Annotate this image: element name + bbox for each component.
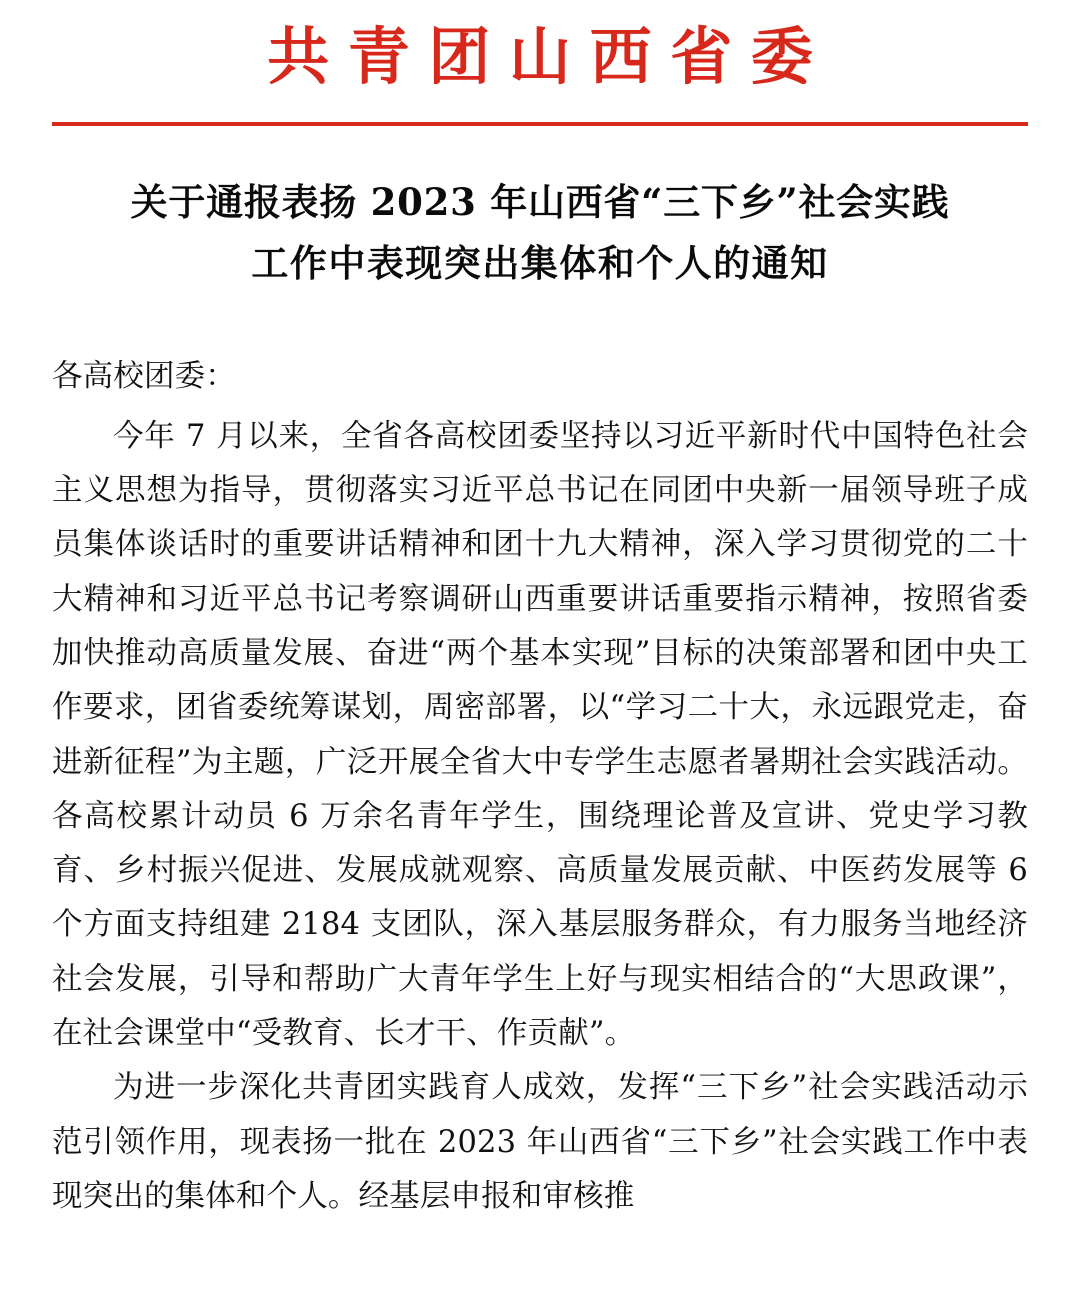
- page-title: [52, 172, 1028, 294]
- body-paragraph-1: 今年 7 月以来，全省各高校团委坚持以习近平新时代中国特色社会主义思想为指导，贯彻落实习近平总书记在同团中央新一届领导班子成员集体谈话时的重要讲话精神和团十九大精神，深入学习贯彻党的二十大精神和习近平总书记考察调研山西重要讲话重要指示精神，按照省委加快推动高质量发展、奋进“两个基本实现”目标的决策部署和团中央工作要求，团省委统筹谋划，周密部署，以“学习二十大，永远跟党走，奋进新征程”为主题，广泛开展全省大中专学生志愿者暑期社会实践活动。各高校累计动员 6 万余名青年学生，围绕理论普及宣讲、党史学习教育、乡村振兴促进、发展成就观察、高质量发展贡献、中医药发展等 6 个方面支持组建 2184 支团队，深入基层服务群众，有力服务当地经济社会发展，引导和帮助广大青年学生上好与现实相结合的“大思政课”，在社会课堂中“受教育、长才干、作贡献”。: [52, 418, 1028, 1051]
- letterhead-divider: [52, 122, 1028, 126]
- body-paragraph-2: 为进一步深化共青团实践育人成效，发挥“三下乡”社会实践活动示范引领作用，现表扬一批在 2023 年山西省“三下乡”社会实践工作中表现突出的集体和个人。经基层申报和审核推: [52, 1070, 1028, 1214]
- issuing-organization: 共青团山西省委: [267, 20, 832, 93]
- letterhead: [52, 0, 1028, 126]
- page-title-line-1: 关于通报表扬 2023 年山西省“三下乡”社会实践: [130, 179, 950, 224]
- document-body: [52, 350, 1028, 1225]
- salutation: 各高校团委：: [52, 358, 236, 394]
- page-title-line-2: 工作中表现突出集体和个人的通知: [251, 240, 829, 285]
